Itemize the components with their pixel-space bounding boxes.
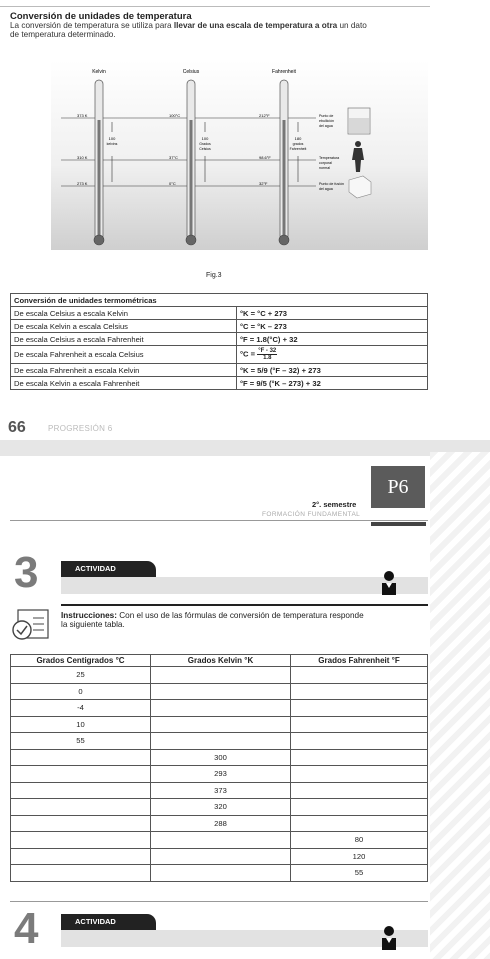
instructions-icon xyxy=(8,604,52,649)
svg-text:0°C: 0°C xyxy=(169,181,176,186)
semester-label: 2°. semestre xyxy=(312,500,357,509)
answer-cell[interactable] xyxy=(151,700,291,717)
svg-text:ebullición: ebullición xyxy=(319,119,334,123)
answer-cell[interactable] xyxy=(151,667,291,684)
svg-text:373 K: 373 K xyxy=(77,113,88,118)
conversion-table-header: Conversión de unidades termométricas xyxy=(11,294,428,307)
decorative-pattern xyxy=(430,452,490,959)
section-title: Conversión de unidades de temperatura xyxy=(10,11,192,22)
svg-text:98.6°F: 98.6°F xyxy=(259,155,271,160)
svg-text:del agua: del agua xyxy=(319,124,333,128)
page-66 xyxy=(0,0,490,447)
answer-cell[interactable] xyxy=(291,733,428,750)
kelvin-title: Kelvin xyxy=(92,69,106,75)
given-value-cell: 293 xyxy=(151,766,291,783)
thermometers-illustration xyxy=(51,60,428,250)
svg-text:100: 100 xyxy=(108,136,116,141)
activity-4-band xyxy=(61,930,428,947)
answer-cell[interactable] xyxy=(151,683,291,700)
table-row xyxy=(11,733,428,750)
given-value-cell: 10 xyxy=(11,716,151,733)
column-header-fahrenheit: Grados Fahrenheit °F xyxy=(291,655,428,667)
given-value-cell: 300 xyxy=(151,749,291,766)
given-value-cell: 288 xyxy=(151,815,291,832)
top-cut-line xyxy=(0,0,430,7)
student-icon xyxy=(380,925,398,956)
svg-text:Fahrenheit: Fahrenheit xyxy=(289,147,307,151)
figure-caption: Fig.3 xyxy=(206,272,222,279)
answer-cell[interactable] xyxy=(291,815,428,832)
table-row xyxy=(11,766,428,783)
answer-cell[interactable] xyxy=(291,766,428,783)
svg-text:del agua: del agua xyxy=(319,187,333,191)
table-row xyxy=(11,865,428,882)
svg-text:Grados: Grados xyxy=(199,142,211,146)
table-row xyxy=(11,700,428,717)
activity-3-label: ACTIVIDAD xyxy=(61,561,156,577)
fraction: $\frac{^\circ F - 32}{1.8}$ xyxy=(258,348,277,361)
table-row: De escala Celsius a escala Kelvin °K = °C + 273 xyxy=(11,307,428,320)
table-row xyxy=(11,799,428,816)
activity-4-label: ACTIVIDAD xyxy=(61,914,156,930)
answer-cell[interactable] xyxy=(11,815,151,832)
answer-cell[interactable] xyxy=(291,700,428,717)
page-gap xyxy=(0,440,490,456)
given-value-cell: 0 xyxy=(11,683,151,700)
intro-paragraph: La conversión de temperatura se utiliza para llevar de una escala de temperatura a otra un dato de temperatura determinado. xyxy=(10,21,367,39)
answer-cell[interactable] xyxy=(151,865,291,882)
celsius-thermometer xyxy=(186,80,196,245)
svg-text:32°F: 32°F xyxy=(259,181,268,186)
svg-text:Celsius: Celsius xyxy=(199,147,211,151)
table-row xyxy=(11,848,428,865)
svg-text:37°C: 37°C xyxy=(169,155,178,160)
svg-text:corporal: corporal xyxy=(319,161,332,165)
svg-text:100°C: 100°C xyxy=(169,113,181,118)
answer-cell[interactable] xyxy=(151,716,291,733)
table-row: De escala Fahrenheit a escala Celsius °C = $\frac{^\circ F - 32}{1.8}$ xyxy=(11,346,428,364)
svg-text:normal: normal xyxy=(319,166,330,170)
table-row xyxy=(11,832,428,849)
answer-cell[interactable] xyxy=(11,766,151,783)
conversion-table xyxy=(10,293,428,390)
given-value-cell: 373 xyxy=(151,782,291,799)
fahrenheit-title: Fahrenheit xyxy=(272,69,296,75)
answer-cell[interactable] xyxy=(291,683,428,700)
given-value-cell: 80 xyxy=(291,832,428,849)
celsius-title: Celsius xyxy=(182,69,200,75)
svg-text:Punto de fusión: Punto de fusión xyxy=(319,182,344,186)
given-value-cell: 55 xyxy=(291,865,428,882)
table-row: De escala Kelvin a escala Celsius °C = °K – 273 xyxy=(11,320,428,333)
instructions-text: Instrucciones: Con el uso de las fórmulas de conversión de temperatura responde la siguiente tabla. xyxy=(61,611,364,629)
activity-3-number: 3 xyxy=(14,548,39,597)
given-value-cell: -4 xyxy=(11,700,151,717)
answer-cell[interactable] xyxy=(291,667,428,684)
table-row xyxy=(11,716,428,733)
kelvin-thermometer xyxy=(94,80,104,245)
activity-4-number: 4 xyxy=(14,904,39,953)
header-accent-bar xyxy=(371,522,426,526)
svg-text:212°F: 212°F xyxy=(259,113,270,118)
answer-cell[interactable] xyxy=(11,865,151,882)
given-value-cell: 120 xyxy=(291,848,428,865)
svg-text:100: 100 xyxy=(201,136,209,141)
answer-cell[interactable] xyxy=(11,749,151,766)
progression-label: PROGRESIÓN 6 xyxy=(48,424,113,433)
beaker-icon xyxy=(348,108,370,134)
thermometer-figure xyxy=(51,60,428,250)
column-header-kelvin: Grados Kelvin °K xyxy=(151,655,291,667)
table-row: De escala Kelvin a escala Fahrenheit °F = 9/5 (°K – 273) + 32 xyxy=(11,377,428,390)
svg-text:kelvins: kelvins xyxy=(106,142,118,146)
table-row xyxy=(11,667,428,684)
table-row: De escala Celsius a escala Fahrenheit °F = 1.8(°C) + 32 xyxy=(11,333,428,346)
answer-cell[interactable] xyxy=(151,733,291,750)
answer-cell[interactable] xyxy=(11,799,151,816)
answer-cell[interactable] xyxy=(151,832,291,849)
answer-table xyxy=(10,654,428,882)
activity-4-divider xyxy=(10,901,428,902)
formacion-label: FORMACIÓN FUNDAMENTAL xyxy=(262,511,361,518)
given-value-cell: 55 xyxy=(11,733,151,750)
page-number: 66 xyxy=(8,419,26,436)
answer-cell[interactable] xyxy=(291,749,428,766)
answer-cell[interactable] xyxy=(11,848,151,865)
svg-text:Temperatura: Temperatura xyxy=(319,156,340,160)
answer-cell[interactable] xyxy=(11,782,151,799)
instructions-rule xyxy=(61,604,428,606)
given-value-cell: 25 xyxy=(11,667,151,684)
column-header-celsius: Grados Centigrados °C xyxy=(11,655,151,667)
svg-text:180: 180 xyxy=(294,136,302,141)
activity-3-band xyxy=(61,577,428,594)
header-divider xyxy=(10,520,428,521)
table-row xyxy=(11,749,428,766)
svg-text:Punto de: Punto de xyxy=(319,114,334,118)
answer-cell[interactable] xyxy=(151,848,291,865)
answer-cell[interactable] xyxy=(11,832,151,849)
svg-text:grados: grados xyxy=(292,142,304,146)
table-row xyxy=(11,683,428,700)
answer-cell[interactable] xyxy=(291,782,428,799)
svg-text:273 K: 273 K xyxy=(77,181,88,186)
student-icon xyxy=(380,570,398,601)
fahrenheit-thermometer xyxy=(279,80,289,245)
ice-cube-icon xyxy=(349,176,371,198)
table-row xyxy=(11,815,428,832)
table-row xyxy=(11,782,428,799)
answer-cell[interactable] xyxy=(291,716,428,733)
svg-text:310 K: 310 K xyxy=(77,155,88,160)
p6-badge: P6 xyxy=(371,466,425,508)
given-value-cell: 320 xyxy=(151,799,291,816)
answer-cell[interactable] xyxy=(291,799,428,816)
table-row: De escala Fahrenheit a escala Kelvin °K = 5/9 (°F – 32) + 273 xyxy=(11,364,428,377)
